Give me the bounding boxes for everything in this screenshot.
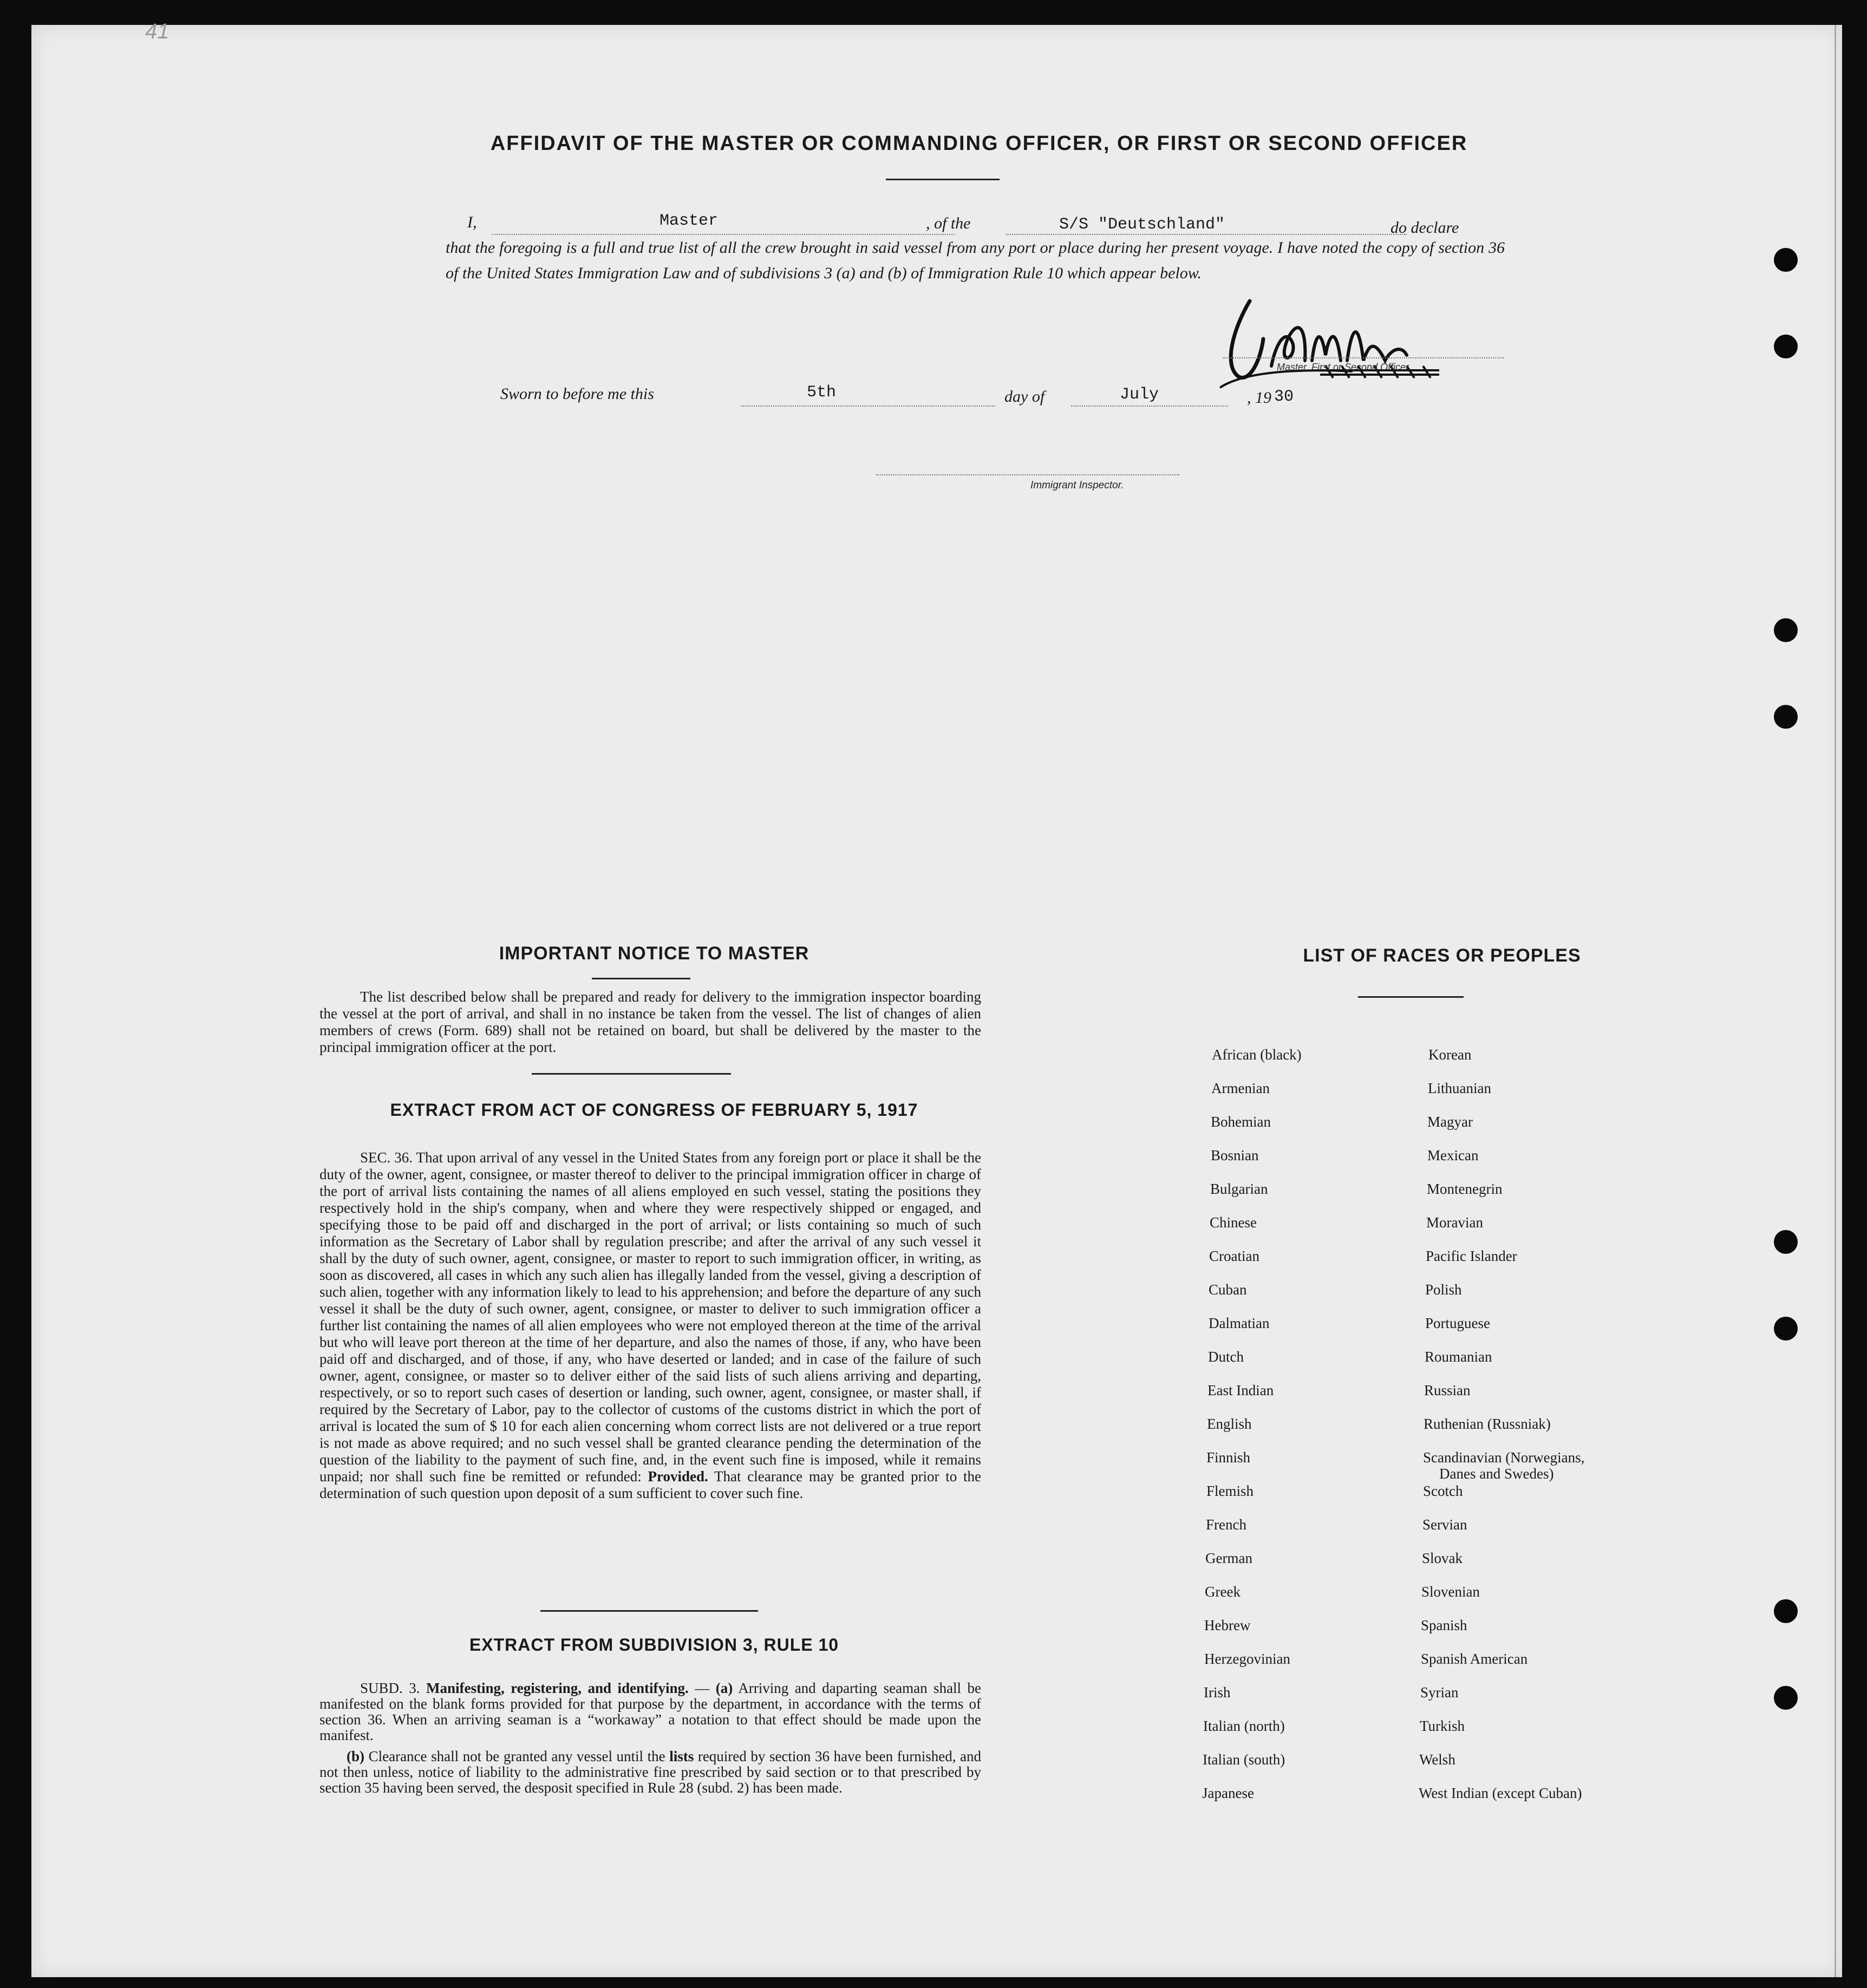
signature-caption: Master, First or Second Officer.: [1277, 362, 1412, 372]
binder-hole-8: [1774, 1686, 1798, 1710]
race-item-right: Scotch: [1423, 1483, 1463, 1499]
binder-hole-3: [1774, 618, 1798, 642]
binder-hole-2: [1774, 335, 1798, 358]
race-item-left: Herzegovinian: [1204, 1651, 1290, 1667]
year-prefix: , 19: [1247, 389, 1271, 407]
act-body-end: That clearance may be granted prior to the determination of such question upon deposit of a sum sufficient to cover such fine.: [319, 1468, 982, 1501]
race-item-right: Portuguese: [1425, 1315, 1490, 1331]
officer-rank-value: Master: [660, 212, 719, 230]
race-item-right: Magyar: [1427, 1114, 1473, 1130]
subd-lists: lists: [669, 1748, 694, 1764]
subd-heading: Manifesting, registering, and identifying.: [426, 1680, 689, 1696]
notice-title: IMPORTANT NOTICE TO MASTER: [499, 943, 810, 964]
race-item-left: Croatian: [1209, 1248, 1259, 1264]
race-item-left: Greek: [1205, 1584, 1241, 1600]
races-title: LIST OF RACES OR PEOPLES: [1303, 945, 1581, 966]
subd-p2-body-1: Clearance shall not be granted any vessel until the: [368, 1748, 665, 1764]
subdivision-title: EXTRACT FROM SUBDIVISION 3, RULE 10: [469, 1635, 839, 1655]
act-title: EXTRACT FROM ACT OF CONGRESS OF FEBRUARY 5, 1917: [390, 1100, 918, 1120]
race-item-right: Scandinavian (Norwegians,: [1423, 1449, 1585, 1466]
day-line: [741, 406, 995, 407]
inspector-line: [876, 474, 1179, 475]
race-item-left: French: [1206, 1516, 1246, 1533]
vessel-name-value: S/S "Deutschland": [1059, 215, 1225, 234]
month-line: [1071, 406, 1228, 407]
binder-hole-1: [1774, 248, 1798, 272]
race-item-right: Polish: [1425, 1281, 1462, 1298]
affidavit-title-rule: [886, 179, 1000, 180]
notice-divider: [532, 1073, 731, 1075]
race-item-left: Armenian: [1211, 1080, 1270, 1096]
notice-title-rule: [592, 978, 690, 979]
act-body: [319, 1149, 981, 1502]
subdivision-p1: [319, 1680, 981, 1743]
affidavit-title: AFFIDAVIT OF THE MASTER OR COMMANDING OFFICER, OR FIRST OR SECOND OFFICER: [490, 132, 1468, 155]
notice-body: The list described below shall be prepared and ready for delivery to the immigration inspector boarding the vessel at the port of arrival, and shall in no instance be taken from the vessel. The list of changes of alien members of crews (Form. 689) shall not be retained on board, but shall be delivered by the master to the principal immigration officer at the port.: [319, 989, 981, 1055]
race-item-right: Ruthenian (Russniak): [1424, 1416, 1551, 1432]
sworn-label: Sworn to before me this: [500, 385, 654, 403]
race-item-left: Bohemian: [1211, 1114, 1271, 1130]
race-item-left: Hebrew: [1204, 1617, 1251, 1633]
race-item-right: Syrian: [1420, 1684, 1459, 1701]
race-item-left: African (black): [1212, 1047, 1302, 1063]
subd-lead: SUBD. 3.: [360, 1680, 420, 1696]
race-item-right: Danes and Swedes): [1439, 1466, 1554, 1482]
subd-a: (a): [715, 1680, 733, 1696]
page-crease: [1835, 25, 1836, 1977]
race-item-right: Turkish: [1420, 1718, 1465, 1734]
race-item-left: Japanese: [1202, 1785, 1254, 1801]
act-body-main: SEC. 36. That upon arrival of any vessel in the United States from any foreign port or place it shall be the duty of the owner, agent, consignee, or master thereof to deliver to the principal immigration officer in charge of the port of arrival lists containing the names of all aliens employed en such vessel, stating the positions they respectively hold in the ship's company, when and where they were respectively shipped or engaged, and specifying those to be paid off and discharged in the port of arrival; or lists containing so much of such information as the Secretary of Labor shall by regulation prescribe; and after the arrival of any such vessel it shall by the duty of such owner, agent, consignee, or master to report to such immigration officer, in writing, as soon as discovered, all cases in which any such alien has illegally landed from the vessel, giving a description of such alien, together with any information likely to lead to his apprehension; and before the departure of any such vessel it shall be the duty of such owner, agent, consignee, or master to deliver to such immigration officer a further list containing the names of all alien employees who were not employed thereon at the time of the arrival but who will leave port thereon at the time of her departure, and also the names of those, if any, who have been paid off and discharged, and of those, if any, who have deserted or landed; and in case of the failure of such owner, agent, consignee, or master so to deliver either of the said lists of such aliens arriving and departing, respectively, or so to report such cases of desertion or landing, such owner, agent, consignee, or master shall, if required by the Secretary of Labor, pay to the collector of customs of the customs district in which the port of arrival is located the sum of $ 10 for each alien concerning whom correct lists are not delivered or a true report is not made as above required; and no such vessel shall be granted clearance pending the determination of the question of the liability to the payment of such fine, and, in the event such fine is imposed, while it remains unpaid; nor shall such fine be remitted or refunded:: [319, 1149, 981, 1485]
master-signature: [1212, 279, 1493, 404]
race-item-right: Mexican: [1427, 1147, 1479, 1163]
act-divider: [540, 1610, 758, 1612]
signature-line: [1223, 357, 1504, 358]
race-item-right: West Indian (except Cuban): [1419, 1785, 1582, 1801]
race-item-right: Korean: [1428, 1047, 1472, 1063]
affidavit-i: I,: [467, 213, 477, 231]
race-item-left: Italian (south): [1203, 1751, 1285, 1768]
race-item-left: Chinese: [1210, 1214, 1257, 1231]
race-item-right: Moravian: [1426, 1214, 1483, 1231]
race-item-right: Welsh: [1419, 1751, 1455, 1768]
race-item-left: Dalmatian: [1209, 1315, 1270, 1331]
subd-p2-body-2: required by section 36 have been furnished, and not then unless, notice of liability to the administrative fine prescribed by said section or to that prescribed by section 35 having been served, the desposit specified in Rule 28 (subd. 2) has been made.: [319, 1748, 982, 1796]
inspector-caption: Immigrant Inspector.: [1030, 480, 1124, 491]
race-item-right: Pacific Islander: [1426, 1248, 1517, 1264]
binder-hole-7: [1774, 1599, 1798, 1623]
race-item-left: Finnish: [1206, 1449, 1251, 1466]
margin-mark: 41: [145, 19, 169, 43]
subd-b: (b): [347, 1748, 364, 1764]
race-item-right: Roumanian: [1425, 1349, 1492, 1365]
race-item-left: Dutch: [1208, 1349, 1244, 1365]
race-item-right: Russian: [1424, 1382, 1471, 1398]
race-item-right: Lithuanian: [1428, 1080, 1491, 1096]
race-item-left: English: [1207, 1416, 1252, 1432]
race-item-left: Bosnian: [1211, 1147, 1259, 1163]
races-title-rule: [1358, 996, 1464, 998]
subd-p1-body: Arriving and daparting seaman shall be manifested on the blank forms provided for that purpose by the department, in accordance with the terms of section 36. When an arriving seaman is a “workaway” a notation to that effect should be made upon the manifest.: [319, 1680, 982, 1743]
document-page: [31, 19, 1842, 1977]
race-item-left: East Indian: [1207, 1382, 1274, 1398]
affidavit-do-declare: do declare: [1391, 219, 1459, 237]
race-item-left: Flemish: [1206, 1483, 1254, 1499]
subdivision-p2: [319, 1749, 981, 1796]
affidavit-body: that the foregoing is a full and true list of all the crew brought in said vessel from any port or place during her present voyage. I have noted the copy of section 36 of the United States Immigration Law and of subdivisions 3 (a) and (b) of Immigration Rule 10 which appear below.: [446, 239, 1505, 282]
subd-dash: —: [688, 1680, 716, 1696]
binder-hole-5: [1774, 1230, 1798, 1254]
race-item-right: Servian: [1422, 1516, 1467, 1533]
act-provided: Provided.: [648, 1468, 708, 1485]
race-item-right: Slovenian: [1421, 1584, 1480, 1600]
race-item-right: Spanish: [1421, 1617, 1467, 1633]
year-value: 30: [1274, 388, 1294, 406]
race-item-right: Spanish American: [1421, 1651, 1528, 1667]
race-item-right: Montenegrin: [1427, 1181, 1503, 1197]
day-value: 5th: [807, 383, 837, 402]
race-item-left: Bulgarian: [1210, 1181, 1268, 1197]
race-item-left: Cuban: [1209, 1281, 1247, 1298]
day-of-label: day of: [1004, 388, 1045, 406]
race-item-left: Italian (north): [1203, 1718, 1285, 1734]
month-value: July: [1120, 385, 1159, 404]
race-item-left: German: [1205, 1550, 1252, 1566]
affidavit-of-the: , of the: [926, 214, 971, 232]
race-item-left: Irish: [1204, 1684, 1231, 1701]
binder-hole-4: [1774, 705, 1798, 729]
race-item-right: Slovak: [1422, 1550, 1463, 1566]
binder-hole-6: [1774, 1317, 1798, 1340]
